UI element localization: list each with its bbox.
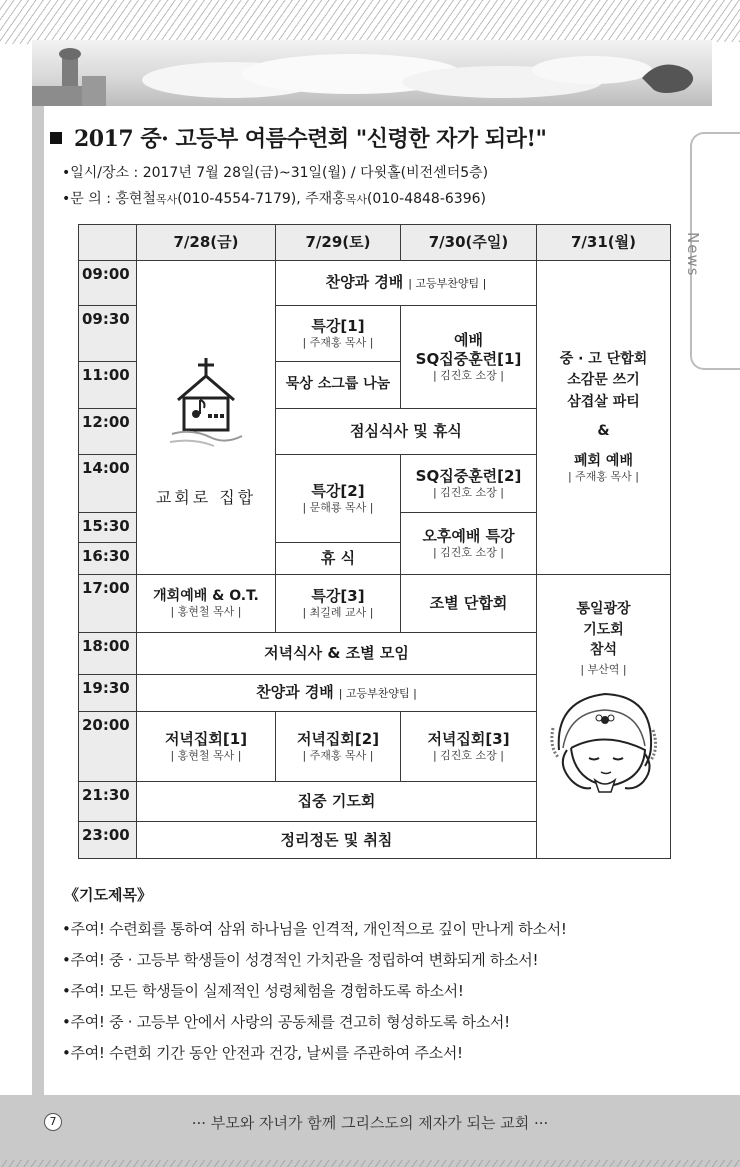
retreat-schedule-table [78,224,671,859]
time-label: 12:00 [79,409,137,455]
time-label: 16:30 [79,543,137,575]
time-label: 14:00 [79,455,137,513]
time-label: 19:30 [79,675,137,712]
corner-cell [79,225,137,261]
col-header-day1: 7/28(금) [137,225,276,261]
article-title: 2017 중· 고등부 여름수련회 "신령한 자가 되라!" [74,126,547,152]
day4-evening-line2: 기도회 [583,621,624,638]
day1-gather-text: 교회로 집합 [155,488,257,508]
afternoon-worship-cell: 오후예배 특강 | 김진호 소장 | [401,513,537,575]
prayer-item: •주여! 수련회 기간 동안 안전과 건강, 날씨를 주관하여 주소서! [62,1044,463,1062]
lunch-cell: 점심식사 및 휴식 [276,409,537,455]
day4-morning-line5: 폐회 예배 [574,452,633,469]
prayer-meeting-cell: 집중 기도회 [137,782,537,822]
church-icon [168,356,244,452]
lecture2-cell: 특강[2] | 문해룡 목사 | [276,455,401,543]
square-bullet-icon [50,132,62,144]
day4-evening-place: | 부산역 | [580,662,627,676]
small-group-cell: 묵상 소그룹 나눔 [276,362,401,409]
day4-morning-line3: 삼겹살 파티 [567,393,640,410]
time-label: 09:30 [79,306,137,362]
praise-evening-cell: 찬양과 경배 | 고등부찬양팀 | [137,675,537,712]
col-header-day3: 7/30(주일) [401,225,537,261]
prayer-item: •주여! 중 · 고등부 학생들이 성경적인 가치관을 정립하여 변화되게 하소서! [62,951,539,969]
day4-morning-speaker: | 주재홍 목사 | [567,470,640,484]
day4-morning-line4: & [597,423,610,440]
group-meeting-cell: 조별 단합회 [401,575,537,633]
time-label: 11:00 [79,362,137,409]
sq2-cell: SQ집중훈련[2] | 김진호 소장 | [401,455,537,513]
day4-evening-line3: 참석 [589,642,618,658]
news-tab-label: News [684,232,702,277]
evening1-cell: 저녁집회[1] | 홍현철 목사 | [137,712,276,782]
lights-out-cell: 정리정돈 및 취침 [137,822,537,859]
lecture1-cell: 특강[1] | 주재홍 목사 | [276,306,401,362]
dinner-cell: 저녁식사 & 조별 모임 [137,633,537,675]
time-label: 23:00 [79,822,137,859]
day4-morning-cell [537,261,671,575]
table-row [79,261,671,306]
article-title-row [50,122,546,153]
evening2-cell: 저녁집회[2] | 주재홍 목사 | [276,712,401,782]
prayer-item: •주여! 모든 학생들이 실제적인 성령체험을 경험하도록 하소서! [62,982,464,1000]
praise-morning-cell: 찬양과 경배 | 고등부찬양팀 | [276,261,537,306]
opening-cell: 개회예배 & O.T. | 홍현철 목사 | [137,575,276,633]
evening3-cell: 저녁집회[3] | 김진호 소장 | [401,712,537,782]
time-label: 21:30 [79,782,137,822]
time-label: 15:30 [79,513,137,543]
top-hatch-decoration [0,0,740,44]
prayer-item: •주여! 중 · 고등부 안에서 사랑의 공동체를 견고히 형성하도록 하소서! [62,1013,510,1031]
day4-evening-cell [537,575,671,859]
day4-morning-line2: 소감문 쓰기 [567,372,640,389]
col-header-day2: 7/29(토) [276,225,401,261]
prayer-list-heading: 《기도제목》 [64,886,152,904]
page-number: 7 [44,1113,62,1131]
event-contact: •문 의 : 홍현철목사(010-4554-7179), 주재홍목사(010-4848-6396) [62,191,486,207]
bottom-hatch-decoration [0,1160,740,1167]
time-label: 09:00 [79,261,137,306]
header-banner-image [32,40,712,106]
praying-girl-illustration [549,688,659,794]
time-label: 17:00 [79,575,137,633]
banner-scenery [32,40,712,106]
lecture3-cell: 특강[3] | 최길례 교사 | [276,575,401,633]
table-row [79,575,671,633]
col-header-day4: 7/31(월) [537,225,671,261]
day1-gather-cell [137,261,276,575]
footer-motto: ··· 부모와 자녀가 함께 그리스도의 제자가 되는 교회 ··· [191,1114,549,1132]
worship-sq1-cell: 예배 SQ집중훈련[1] | 김진호 소장 | [401,306,537,409]
day4-evening-line1: 통일광장 [576,601,631,617]
time-label: 20:00 [79,712,137,782]
event-date-place: •일시/장소 : 2017년 7월 28일(금)~31일(월) / 다윗홀(비전센터5층) [62,165,489,181]
time-label: 18:00 [79,633,137,675]
table-header-row [79,225,671,261]
rest-cell: 휴 식 [276,543,401,575]
day4-morning-line1: 중 · 고 단합회 [559,350,648,367]
prayer-item: •주여! 수련회를 통하여 삼위 하나님을 인격적, 개인적으로 깊이 만나게 하소서! [62,920,567,938]
